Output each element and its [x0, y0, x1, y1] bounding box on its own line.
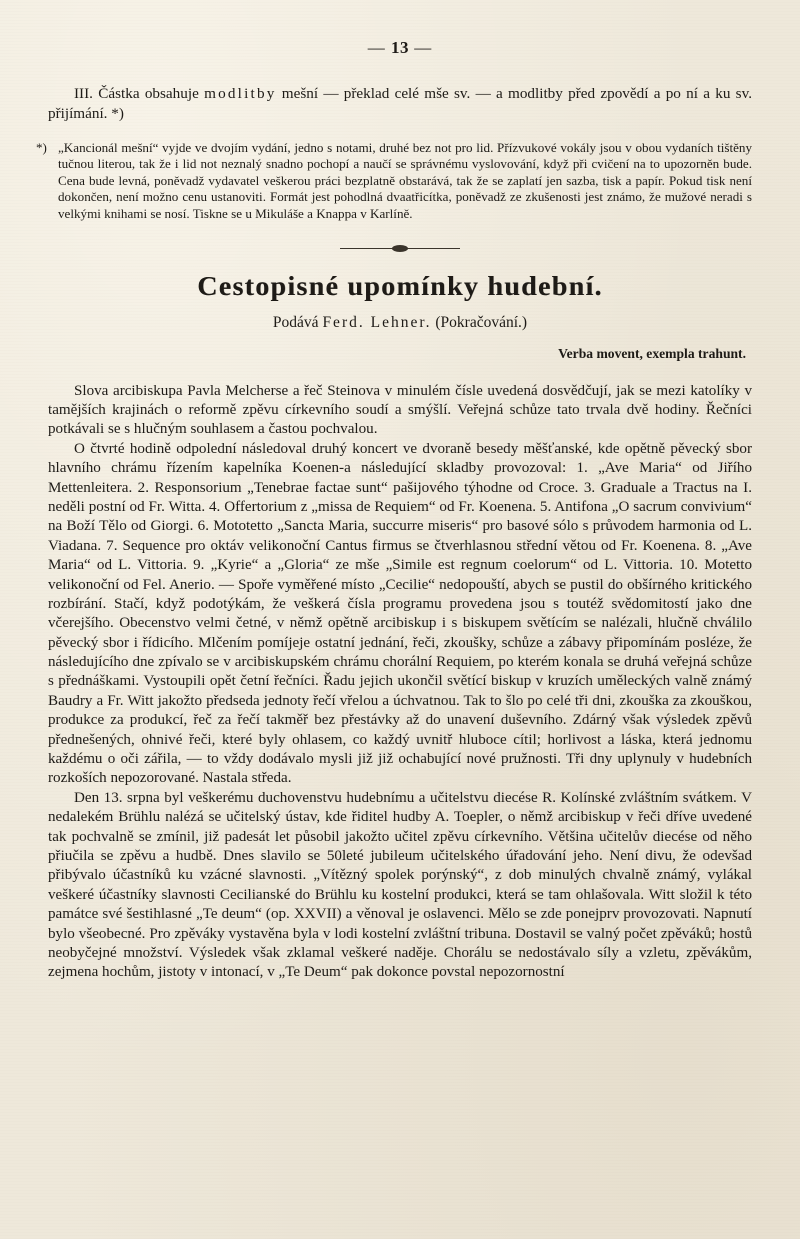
body-paragraph: O čtvrté hodině odpolední následoval druhý koncert ve dvoraně besedy měšťanské, kde opětně pěvecký sbor hlavního chrámu řízením kapelníka Koenen-a následující skladby provozoval: 1. „Ave Maria“ od Jiřího Mettenleitera. 2. Responsorium „Tenebrae factae sunt“ pašijového týhodne od Croce. 3. Graduale a Tractus na I. neděli postní od Fr. Witta. 4. Offertorium z „missa de Requiem“ od Fr. Koenena. 5. Antifona „O sacrum convivium“ na Boží Tělo od Giorgi. 6. Mototetto „Sancta Maria, succurre miseris“ pro basové sólo s průvodem harmonia od L. Viadana. 7. Sequence pro oktáv velikonoční Cantus firmus se čtverhlasnou střední větou od Fr. Koenena. 8. „Ave Maria“ od L. Vittoria. 9. „Kyrie“ a „Gloria“ ze mše „Simile est regnum coelorum“ od L. Vittoria. 10. Motetto velikonoční od Fel. Anerio. — Spoře vyměřené místo „Cecilie“ nedopouští, abych se pustil do obšírného kritického rozbírání. Stačí, když podotýkám, že veškerá čísla programu provedena jsou s toutéž svědomitostí jako dne včerejšího. Obecenstvo velmi četné, v němž opětně arcibiskup i s biskupem světícím se nalézali, hlučně chválilo pěvecký sbor i řídicího. Mlčením pomíjeje ostatní jednání, řeči, zkoušky, schůze a zábavy připomínám posléze, že následujícího dne zpívalo se v arcibiskupském chrámu chorální Requiem, po kterém konala se druhá veřejná schůze s přednáškami. Vystoupili opět četní řečníci. Řadu jejich ukončil světící biskup v kruzích uměleckých valně známý Baudry a Fr. Witt jakožto předseda jednoty řečí vřelou a úchvatnou. Tak to šlo po celé tři dni, zkouška za zkouškou, produkce za produkcí, řeč za řečí takměř bez přestávky až do unavení duševního. Zdárný však výsledek zpěvů přednešených, ohnivé řeči, které byly ohlasem, co každý uvnitř hluboce cítil; horlivost a láska, která jednomu každému o oči zářila, — to vždy dodávalo mysli již již ochabující nové pružnosti. Tři dny uplynuly v hudebních rozkoších nepozorované. Nastala středa. — [48, 440, 752, 787]
byline-prefix: Podává — [272, 313, 323, 331]
footnote-marker: *) — [36, 139, 47, 155]
folio-dash-right: — — [414, 38, 433, 57]
byline-author: Ferd. Lehner. — [322, 313, 432, 331]
divider-bead — [392, 245, 408, 252]
footnote-block — [36, 139, 752, 223]
intro-mid: mešní — překlad celé mše sv. — a modlitby před zpovědí a po ní a ku sv. přijímání. — [48, 85, 752, 122]
footnote-text: „Kancionál mešní“ vyjde ve dvojím vydání, jedno s notami, druhé bez not pro lid. Přízvukové vokály jsou v obou vydaních tištěny tučnou literou, tak že i lid not neznalý snadno pochopí a naučí se správnému vyslovování, když při cvičení na to upozorněn bude. Cena bude levná, poněvadž vydavatel veškerou práci bezplatně obstarává, tak že se zaplatí jen sazba, tisk a papír. Pokud tisk není dokončen, není možno cenu ustanoviti. Formát jest pohodlná dvaatřicítka, poněvadž ze zkušenosti jest známo, že mužové neradi s velkými knihami se nosí. Tiskne se u Mikuláše a Knappa v Karlíně. — [58, 139, 752, 221]
folio-dash-left: — — [367, 38, 386, 57]
intro-paragraph — [48, 84, 752, 124]
intro-lead: III. Částka obsahuje — [74, 85, 205, 102]
footnote-marker-inline: *) — [111, 104, 124, 122]
article-byline — [48, 314, 752, 332]
article-body — [48, 382, 752, 983]
folio — [48, 38, 752, 58]
page-content — [36, 38, 752, 983]
folio-number: 13 — [391, 38, 409, 57]
body-paragraph: Slova arcibiskupa Pavla Melcherse a řeč Steinova v minulém čísle uvedená dosvědčují, jak se mezi katolíky v tamějších krajinách o reformě zpěvu církevního soudí a smýšlí. Veřejná schůze tato trvala dvě hodiny. Řečníci potkávali se s hlučným souhlasem a častou pochvalou. — [48, 382, 752, 438]
section-divider-ornament — [48, 241, 752, 257]
article-title: Cestopisné upomínky hudební. — [197, 270, 603, 301]
byline-suffix: (Pokračování.) — [431, 313, 528, 331]
article-motto: Verba movent, exempla trahunt. — [558, 345, 746, 361]
intro-spaced-term: modlitby — [204, 85, 277, 102]
body-paragraph: Den 13. srpna byl veškerému duchovenstvu hudebnímu a učitelstvu diecése R. Kolínské zvláštním svátkem. V nedalekém Brühlu nalézá se učitelský ústav, kde řiditel hudby A. Toepler, o němž arcibiskup v řeči dříve uvedené tak pochvalně se zmínil, již padesát let působil jakožto učitel zpěvu církevního. Většina učitelův diecése od něho přiučila se zpěvu a hudbě. Dnes slavilo se 50leté jubileum učitelského úřadování jeho. Není divu, že odevšad přibývalo účastníků ku vzácné slavnosti. „Vítězný spolek porýnský“, z dob minulých chvalně známý, vylákal veškeré účastníky slavnosti Cecilianské do Brühlu ku kostelní produkci, která se tam ohlašovala. Witt složil k této památce své šestihlasné „Te deum“ (op. XXVII) a věnoval je oslavenci. Mělo se zde ponejprv provozovati. Napnutí bylo všeobecné. Pro zpěváky vystavěna byla v lodi kostelní zvláštní tribuna. Dostavil se valný počet zpěváků; hostů neobyčejné množství. Výsledek však zklamal veškeré naděje. Chorálu se nedostávalo síly a vzletu, zpěvákům, zejmena hochům, jistoty v intonací, v „Te Deum“ pak dokonce povstal nepozornostní — [48, 789, 752, 981]
